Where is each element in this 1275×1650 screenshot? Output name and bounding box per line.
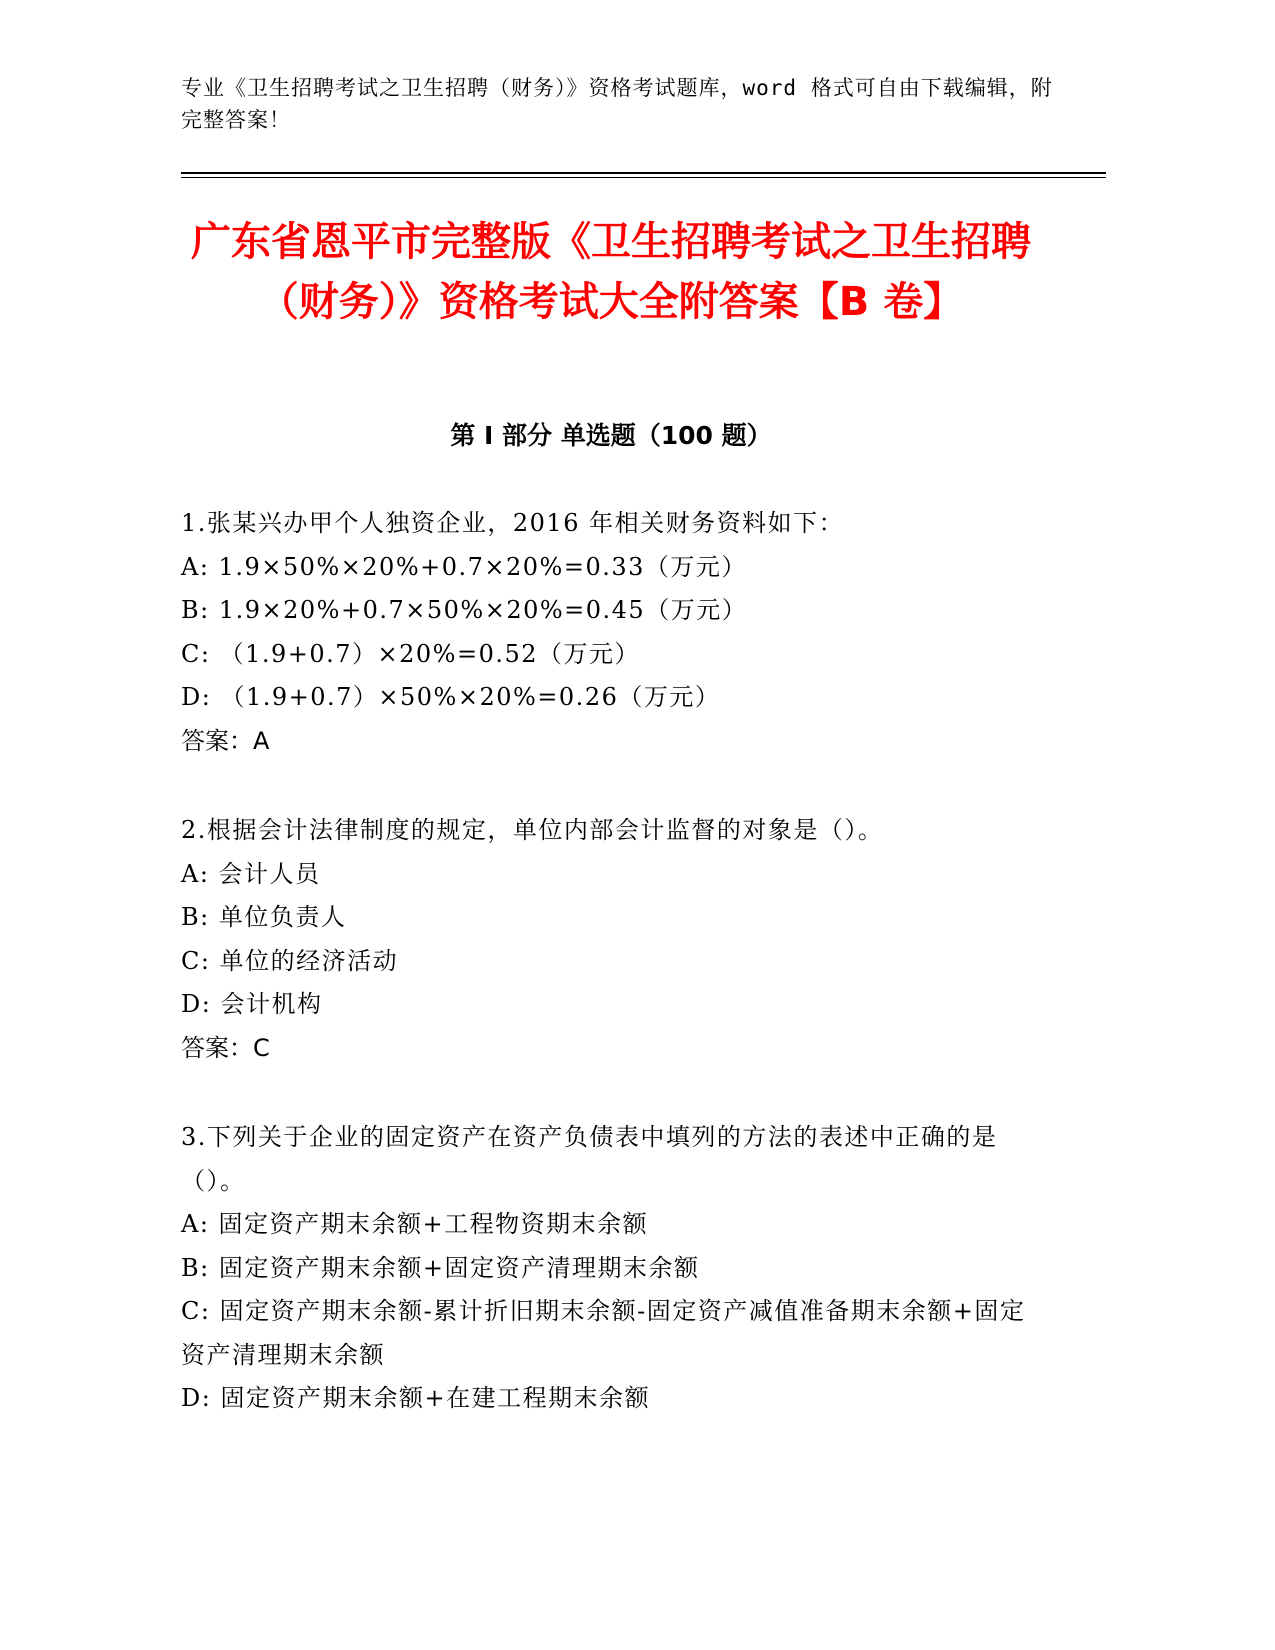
question-list <box>181 502 1041 1467</box>
question-3 <box>181 1116 1041 1421</box>
question-stem: 1.张某兴办甲个人独资企业，2016 年相关财务资料如下： <box>181 509 845 537</box>
option-b: B: 单位负责人 <box>181 903 347 931</box>
option-c: C: （1.9+0.7）×20%=0.52（万元） <box>181 639 641 668</box>
option-d: D: 固定资产期末余额+在建工程期末余额 <box>181 1384 651 1412</box>
option-c: C: 单位的经济活动 <box>181 946 399 975</box>
option-a: A: 固定资产期末余额+工程物资期末余额 <box>181 1210 649 1238</box>
option-b: B: 固定资产期末余额+固定资产清理期末余额 <box>181 1253 700 1282</box>
document-title: 广东省恩平市完整版《卫生招聘考试之卫生招聘（财务）》资格考试大全附答案【B 卷】 <box>191 219 1031 325</box>
header-divider-thin <box>181 177 1106 178</box>
header-note: 专业《卫生招聘考试之卫生招聘（财务）》资格考试题库，word 格式可自由下载编辑，附完整答案！ <box>181 76 1053 132</box>
answer: 答案：C <box>181 1033 270 1062</box>
option-d: D: （1.9+0.7）×50%×20%=0.26（万元） <box>181 683 721 711</box>
option-d: D: 会计机构 <box>181 990 323 1018</box>
header-divider-thick <box>181 172 1106 174</box>
answer: 答案：A <box>181 726 270 755</box>
question-stem: 3.下列关于企业的固定资产在资产负债表中填列的方法的表述中正确的是（）。 <box>181 1123 998 1195</box>
option-a: A: 1.9×50%×20%+0.7×20%=0.33（万元） <box>181 552 747 581</box>
question-1 <box>181 502 1041 763</box>
option-b: B: 1.9×20%+0.7×50%×20%=0.45（万元） <box>181 596 748 624</box>
question-2 <box>181 809 1041 1070</box>
option-a: A: 会计人员 <box>181 859 321 888</box>
question-stem: 2.根据会计法律制度的规定，单位内部会计监督的对象是（）。 <box>181 816 884 844</box>
section-title: 第 I 部分 单选题（100 题） <box>450 421 772 450</box>
option-c: C: 固定资产期末余额-累计折旧期末余额-固定资产减值准备期末余额+固定资产清理期末余额 <box>181 1297 1026 1369</box>
